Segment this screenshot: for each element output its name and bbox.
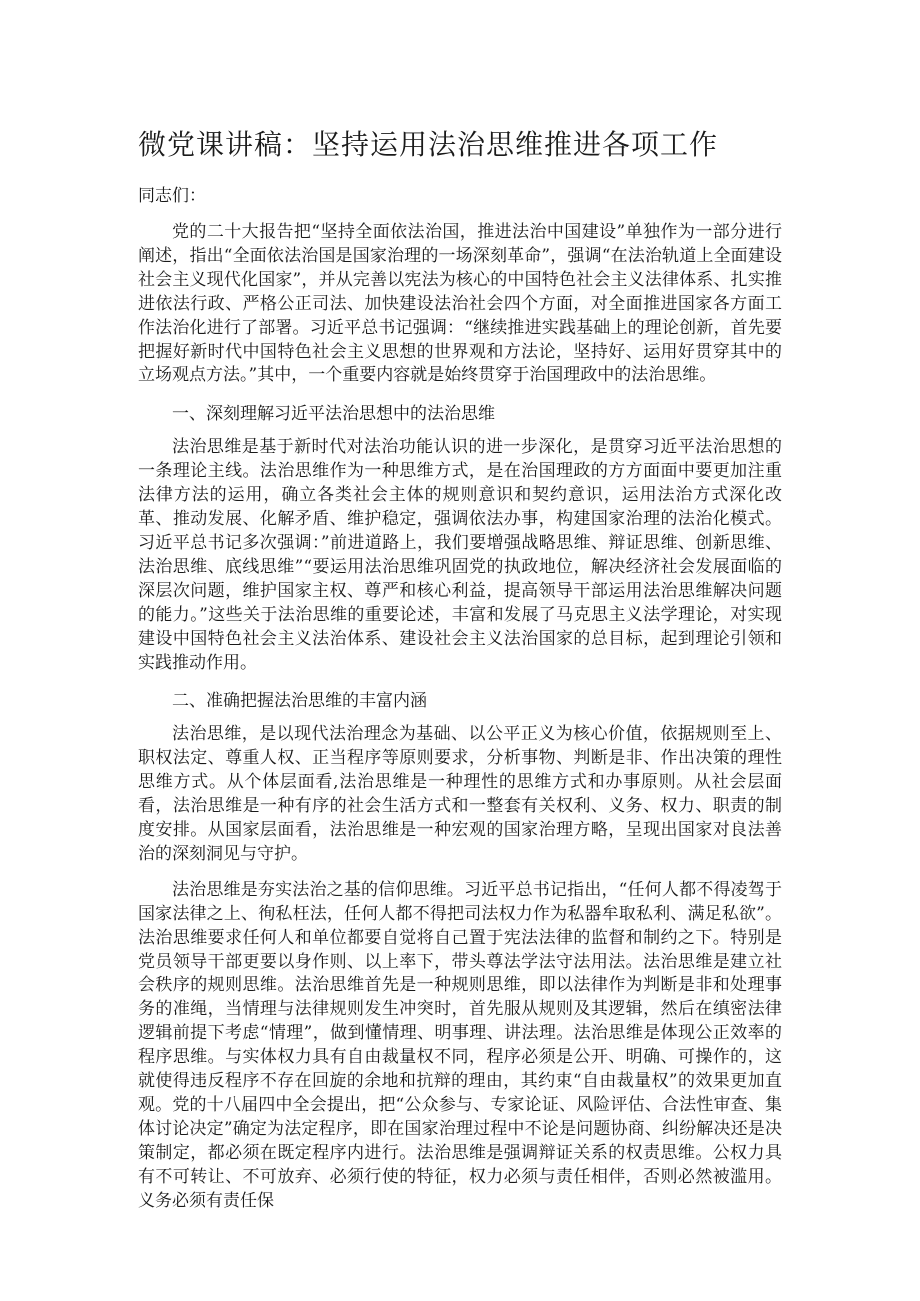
intro-paragraph: 党的二十大报告把“坚持全面依法治国，推进法治中国建设”单独作为一部分进行阐述，指出“全面依法治国是国家治理的一场深刻革命”，强调“在法治轨道上全面建设社会主义现代化国家”，并从完善以宪法为核心的中国特色社会主义法律体系、扎实推进依法行政、严格公正司法、加快建设法治社会四个方面，对全面推进国家各方面工作法治化进行了部署。习近平总书记强调：“继续推进实践基础上的理论创新，首先要把握好新时代中国特色社会主义思想的世界观和方法论，坚持好、运用好贯穿其中的立场观点方法。”其中，一个重要内容就是始终贯穿于治国理政中的法治思维。 bbox=[138, 222, 782, 386]
section-2-heading: 二、准确把握法治思维的丰富内涵 bbox=[172, 691, 427, 712]
section-2-paragraph-2: 法治思维是夯实法治之基的信仰思维。习近平总书记指出，“任何人都不得凌驾于国家法律之上、徇私枉法，任何人都不得把司法权力作为私器牟取私利、满足私欲”。法治思维要求任何人和单位都要自觉将自己置于宪法法律的监督和制约之下。特别是党员领导干部更要以身作则、以上率下，带头尊法学法守法用法。法治思维是建立社会秩序的规则思维。法治思维首先是一种规则思维，即以法律作为判断是非和处理事务的准绳，当情理与法律规则发生冲突时，首先服从规则及其逻辑，然后在缜密法律逻辑前提下考虑“情理”，做到懂情理、明事理、讲法理。法治思维是体现公正效率的程序思维。与实体权力具有自由裁量权不同，程序必须是公开、明确、可操作的，这就使得违反程序不存在回旋的余地和抗辩的理由，其约束“自由裁量权”的效果更加直观。党的十八届四中全会提出，把“公众参与、专家论证、风险评估、合法性审查、集体讨论决定”确定为法定程序，即在国家治理过程中不论是问题协商、纠纷解决还是决策制定，都必须在既定程序内进行。法治思维是强调辩证关系的权责思维。公权力具有不可转让、不可放弃、必须行使的特征，权力必须与责任相伴，否则必然被滥用。义务必须有责任保 bbox=[138, 879, 782, 1211]
salutation: 同志们： bbox=[138, 186, 206, 206]
document-title: 微党课讲稿：坚持运用法治思维推进各项工作 bbox=[138, 128, 719, 161]
section-2-paragraph-1: 法治思维，是以现代法治理念为基础、以公平正义为核心价值，依据规则至上、职权法定、尊重人权、正当程序等原则要求，分析事物、判断是非、作出决策的理性思维方式。从个体层面看,法治思维是一种理性的思维方式和办事原则。从社会层面看，法治思维是一种有序的社会生活方式和一整套有关权利、义务、权力、职责的制度安排。从国家层面看，法治思维是一种宏观的国家治理方略，呈现出国家对良法善治的深刻洞见与守护。 bbox=[138, 724, 782, 864]
section-1-heading: 一、深刻理解习近平法治思想中的法治思维 bbox=[172, 404, 495, 425]
document-page bbox=[138, 118, 782, 1226]
section-1-paragraph: 法治思维是基于新时代对法治功能认识的进一步深化，是贯穿习近平法治思想的一条理论主线。法治思维作为一种思维方式，是在治国理政的方方面面中要更加注重法律方法的运用，确立各类社会主体的规则意识和契约意识，运用法治方式深化改革、推动发展、化解矛盾、维护稳定，强调依法办事，构建国家治理的法治化模式。习近平总书记多次强调：”前进道路上，我们要增强战略思维、辩证思维、创新思维、法治思维、底线思维”“要运用法治思维巩固党的执政地位，解决经济社会发展面临的深层次问题，维护国家主权、尊严和核心利益，提高领导干部运用法治思维解决问题的能力。”这些关于法治思维的重要论述，丰富和发展了马克思主义法学理论，对实现建设中国特色社会主义法治体系、建设社会主义法治国家的总目标，起到理论引领和实践推动作用。 bbox=[138, 437, 782, 673]
